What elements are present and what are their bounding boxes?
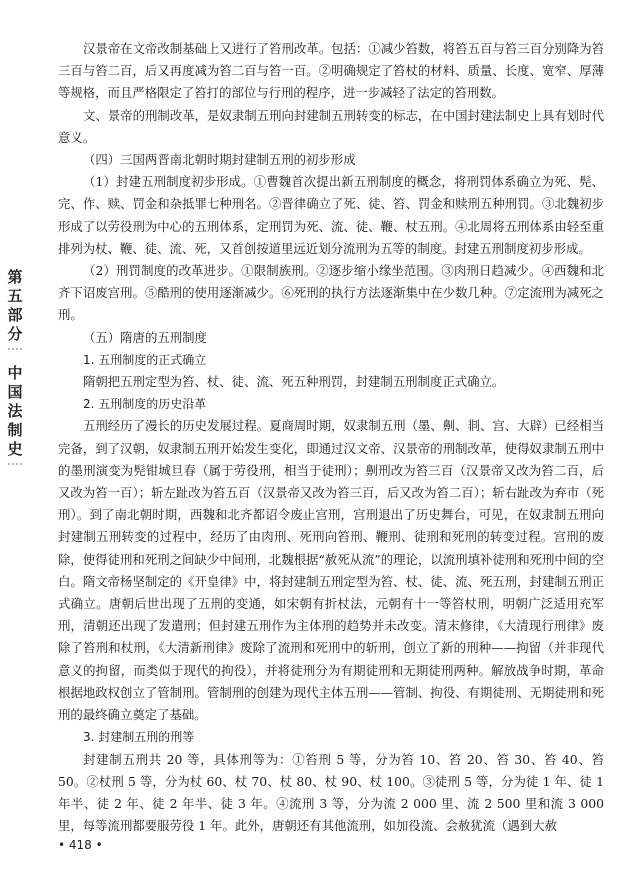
section-heading: （五）隋唐的五刑制度 — [83, 329, 207, 345]
subsection-heading: 1. 五刑制度的正式确立 — [83, 352, 207, 367]
section-side-tab — [4, 268, 26, 479]
paragraph: 封建制五刑共 20 等，具体刑等为：①笞刑 5 等，分为笞 10、笞 20、笞 30、笞 40、笞 50。②杖刑 5 等，分为杖 60、杖 70、杖 80、杖 90、杖 100。③徒刑 5 等，分为徒 1 年、徒 1 年半、徒 2 年、徒 2 年半、徒 3 年。④流刑 3 等，分为流 2 000 里、流 2 500 里和流 3 000 里，每等流刑都要服劳役 1 年。此外，唐朝还有其他流刑，如加役流、会赦犹流（遇到大赦 — [58, 751, 604, 834]
side-tab-part-label: 第 五 部 分 — [7, 268, 23, 343]
paragraph: （2）刑罚制度的改革进步。①限制族刑。②逐步缩小缘坐范围。③肉刑日趋减少。④西魏和北齐下诏废宫刑。⑤酷刑的使用逐渐减少。⑥死刑的执行方法逐渐集中在少数几种。⑦定流刑为减死之刑。 — [58, 263, 604, 323]
side-tab-divider — [8, 348, 22, 360]
section-heading: （四）三国两晋南北朝时期封建制五刑的初步形成 — [83, 152, 356, 168]
side-tab-history-label: 中 国 法 制 史 — [7, 364, 23, 458]
page-body — [58, 38, 604, 837]
paragraph: 汉景帝在文帝改制基础上又进行了笞刑改革。包括：①减少笞数，将笞五百与笞三百分别降为笞三百与笞二百，后又再度减为笞二百与笞一百。②明确规定了笞杖的材料、质量、长度、宽窄、厚薄等规格，而且严格限定了笞打的部位与行刑的程序，进一步减轻了法定的笞刑数。 — [58, 41, 604, 101]
paragraph: 隋朝把五刑定型为笞、杖、徒、流、死五种刑罚，封建制五刑制度正式确立。 — [83, 374, 505, 390]
side-tab-divider — [8, 463, 22, 475]
subsection-heading: 2. 五刑制度的历史沿革 — [83, 397, 207, 412]
subsection-heading: 3. 封建制五刑的刑等 — [83, 730, 195, 745]
page-number: • 418 • — [58, 838, 103, 852]
paragraph: 五刑经历了漫长的历史发展过程。夏商周时期，奴隶制五刑（墨、劓、剕、宫、大辟）已经相当完备，到了汉朝，奴隶制五刑开始发生变化，即通过汉文帝、汉景帝的刑制改革，使得奴隶制五刑中的墨刑演变为髡钳城旦春（属于劳役刑，相当于徒刑）；劓刑改为笞三百（汉景帝又改为笞二百，后又改为笞一百）；斩左趾改为笞五百（汉景帝又改为笞三百，后又改为笞二百）；斩右趾改为弃市（死刑）。到了南北朝时期，西魏和北齐都诏令废止宫刑，宫刑退出了历史舞台，可见，在奴隶制五刑向封建制五刑转变的过程中，经历了由肉刑、死刑向笞刑、鞭刑、徒刑和死刑的转变过程。宫刑的废除，使得徒刑和死刑之间缺少中间刑，北魏根据“赦死从流”的理论，以流刑填补徒刑和死刑中间的空白。隋文帝杨坚制定的《开皇律》中，将封建制五刑定型为笞、杖、徒、流、死五刑，封建制五刑正式确立。唐朝后世出现了五刑的变通，如宋朝有折杖法，元朝有十一等笞杖刑，明朝广泛适用充军刑，清朝还出现了发遣刑；但封建五刑作为主体刑的趋势并未改变。清末修律，《大清现行刑律》废除了笞刑和杖刑，《大清新刑律》废除了流刑和死刑中的斩刑，创立了新的刑种——拘留（并非现代意义的拘留，而类似于现代的拘役），并将徒刑分为有期徒刑和无期徒刑两种。解放战争时期，革命根据地政权创立了管制刑。管制刑的创建为现代主体五刑——管制、拘役、有期徒刑、无期徒刑和死刑的最终确立奠定了基础。 — [58, 418, 604, 723]
paragraph: 文、景帝的刑制改革，是奴隶制五刑向封建制五刑转变的标志，在中国封建法制史上具有划时代意义。 — [58, 107, 604, 145]
paragraph: （1）封建五刑制度初步形成。①曹魏首次提出新五刑制度的概念，将刑罚体系确立为死、髡、完、作、赎、罚金和杂抵罪七种刑名。②晋律确立了死、徒、笞、罚金和赎刑五种刑罚。③北魏初步形成了以劳役刑为中心的五刑体系，定刑罚为死、流、徒、鞭、杖五刑。④北周将五刑体系由轻至重排列为杖、鞭、徒、流、死，又首创按道里远近划分流刑为五等的制度。封建五刑制度初步形成。 — [58, 174, 604, 256]
